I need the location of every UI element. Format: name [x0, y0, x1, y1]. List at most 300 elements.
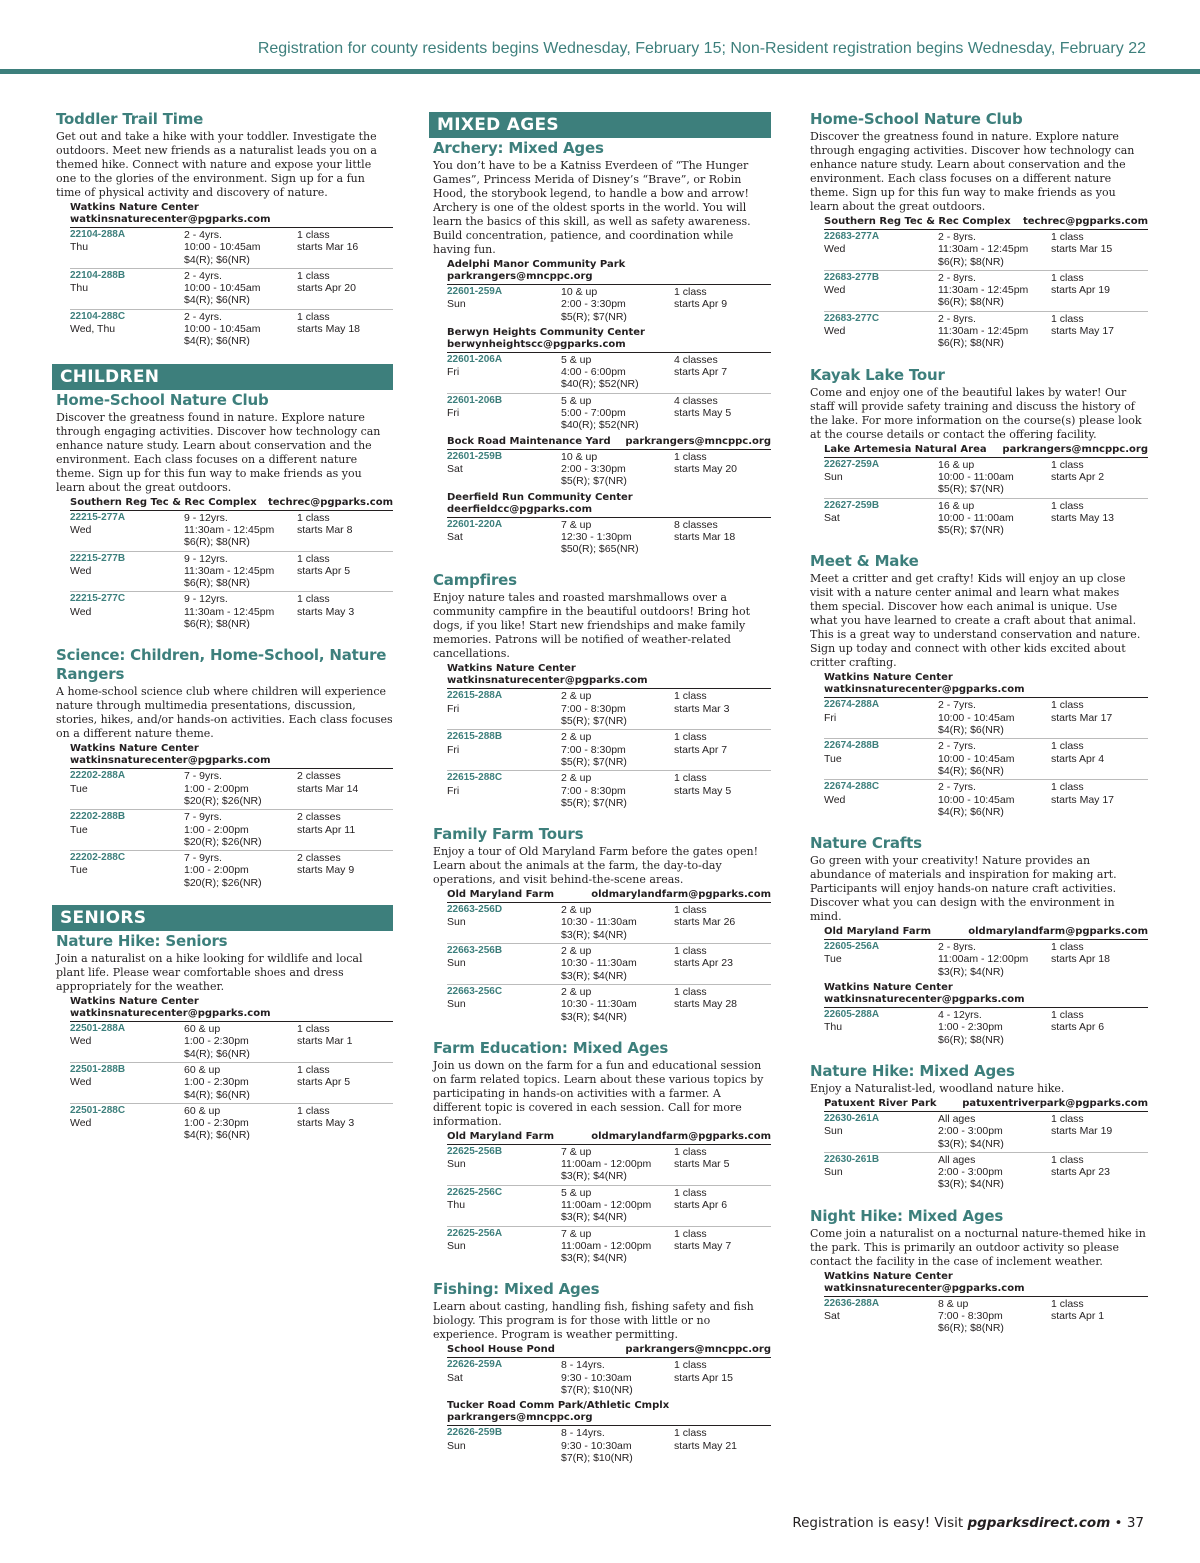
location-email[interactable]: watkinsnaturecenter@pgparks.com	[70, 755, 271, 767]
class-code-cell	[824, 1113, 938, 1150]
class-row	[70, 1022, 393, 1063]
program-title: Toddler Trail Time	[56, 110, 204, 128]
class-code-cell	[70, 852, 184, 889]
class-age: All ages	[938, 1153, 976, 1166]
class-age: 2 - 7yrs.	[938, 699, 976, 712]
class-day: Sun	[824, 1166, 843, 1179]
location-header	[70, 996, 393, 1022]
class-code[interactable]: 22601-206A	[447, 353, 503, 365]
class-fee: $6(R); $8(NR)	[938, 1322, 1004, 1335]
program-description: Meet a critter and get crafty! Kids will enjoy an up close visit with a nature center animal and learn what makes them special. Discover how each animal is unique. Use what you have learned to create a craft about that animal. This is a great way to understand conservation and nature. Sign up today and connect with other kids excited about critter crafting.	[810, 572, 1141, 670]
class-code-cell	[447, 986, 561, 1023]
class-time: 9:30 - 10:30am	[561, 1371, 632, 1384]
class-schedule-cell	[674, 986, 771, 1023]
class-schedule-cell	[1051, 313, 1148, 350]
class-count: 1 class	[297, 310, 330, 323]
class-count: 2 classes	[297, 852, 341, 865]
location-header	[70, 497, 393, 511]
class-code[interactable]: 22104-288A	[70, 229, 126, 240]
class-code-cell	[447, 286, 561, 323]
class-schedule-cell	[1051, 1009, 1148, 1046]
class-code[interactable]: 22605-256A	[824, 941, 880, 953]
class-code[interactable]: 22104-288B	[70, 269, 126, 281]
program-block	[810, 552, 1148, 820]
class-code-cell	[70, 270, 184, 307]
class-code[interactable]: 22663-256C	[447, 985, 503, 997]
class-code-cell	[70, 811, 184, 848]
class-details-cell	[561, 451, 674, 488]
class-details-cell	[561, 904, 674, 941]
program-title: Fishing: Mixed Ages	[433, 1280, 600, 1299]
class-details-cell	[184, 229, 297, 266]
location-name: Watkins Nature Center	[824, 1270, 953, 1282]
class-time: 10:00 - 10:45am	[938, 793, 1015, 806]
location-email[interactable]: deerfieldcc@pgparks.com	[447, 503, 593, 515]
class-code-cell	[70, 229, 184, 266]
class-row	[824, 780, 1148, 820]
class-start: starts Mar 8	[297, 523, 353, 536]
class-code[interactable]: 22601-259A	[447, 286, 503, 297]
class-fee: $4(R); $6(NR)	[938, 724, 1004, 737]
class-code-cell	[447, 1146, 561, 1183]
class-day: Fri	[824, 711, 837, 724]
class-count: 1 class	[674, 1186, 707, 1199]
class-age: 7 - 9yrs.	[184, 811, 222, 824]
location-header	[447, 327, 771, 353]
class-fee: $20(R); $26(NR)	[184, 876, 262, 889]
class-fee: $20(R); $26(NR)	[184, 794, 262, 807]
class-schedule-cell	[1051, 500, 1148, 537]
class-start: starts Apr 9	[674, 298, 728, 311]
class-start: starts Mar 5	[674, 1158, 730, 1171]
location-email[interactable]: watkinsnaturecenter@pgparks.com	[824, 994, 1025, 1006]
location-header	[447, 436, 771, 450]
class-time: 1:00 - 2:30pm	[184, 1117, 249, 1130]
program-description: Enjoy nature tales and roasted marshmallows over a community campfire in the beautiful outdoors! Bring hot dogs, if you like! Start new friendships and make family memories. Patrons will be notified of weather-related cancellations.	[433, 591, 751, 661]
class-list	[810, 230, 1148, 352]
class-details-cell	[938, 231, 1051, 268]
class-age: 8 & up	[938, 1297, 969, 1310]
class-age: 5 & up	[561, 1186, 592, 1199]
class-code[interactable]: 22601-259B	[447, 450, 503, 462]
footer-prefix: Registration is easy! Visit	[792, 1515, 968, 1531]
class-code[interactable]: 22663-256B	[447, 945, 503, 957]
class-list	[433, 353, 771, 434]
class-schedule-cell	[1051, 1298, 1148, 1335]
class-day: Wed	[70, 1117, 92, 1130]
class-schedule-cell	[297, 311, 393, 348]
location-email[interactable]: oldmarylandfarm@pgparks.com	[591, 889, 771, 901]
program-description: Learn about casting, handling fish, fishing safety and fish biology. This program is for those with little or no experience. Program is weather permitting.	[433, 1300, 754, 1342]
class-fee: $4(R); $6(NR)	[184, 335, 250, 348]
class-schedule-cell	[674, 1427, 771, 1464]
class-code[interactable]: 22636-288A	[824, 1297, 880, 1309]
location-name: Deerfield Run Community Center	[447, 491, 633, 503]
class-code[interactable]: 22626-259A	[447, 1359, 503, 1371]
location-header	[447, 1131, 771, 1145]
class-code-cell	[447, 519, 561, 556]
class-code[interactable]: 22625-256B	[447, 1145, 503, 1157]
class-details-cell	[938, 272, 1051, 309]
class-list	[810, 1008, 1148, 1048]
program-block	[810, 1207, 1148, 1337]
class-list	[433, 450, 771, 490]
class-row	[447, 903, 771, 944]
class-list	[433, 518, 771, 558]
class-start: starts Apr 18	[1051, 953, 1110, 966]
class-age: 2 & up	[561, 945, 592, 958]
class-schedule-cell	[674, 1228, 771, 1265]
class-time: 2:00 - 3:00pm	[938, 1166, 1003, 1179]
class-fee: $3(R); $4(NR)	[938, 1178, 1004, 1191]
class-time: 10:00 - 10:45am	[938, 711, 1015, 724]
class-details-cell	[938, 500, 1051, 537]
class-count: 8 classes	[674, 518, 718, 531]
class-details-cell	[561, 354, 674, 391]
class-code[interactable]: 22627-259B	[824, 499, 880, 511]
location-name: Watkins Nature Center	[824, 672, 953, 684]
class-code[interactable]: 22501-288C	[70, 1104, 126, 1116]
program-title: Meet & Make	[810, 552, 919, 571]
class-list	[810, 458, 1148, 539]
location-email[interactable]: watkinsnaturecenter@pgparks.com	[824, 1282, 1025, 1294]
class-day: Sun	[447, 1239, 466, 1252]
program-title: Campfires	[433, 571, 517, 590]
location-header	[447, 663, 771, 689]
class-row	[447, 518, 771, 558]
program-title: Archery: Mixed Ages	[433, 139, 604, 157]
class-count: 1 class	[674, 450, 707, 463]
class-code[interactable]: 22202-288C	[70, 852, 126, 864]
class-row	[447, 1145, 771, 1186]
program-description: Discover the greatness found in nature. Explore nature through engaging activities. Discover how technology can enhance nature study. Learn about conservation and the environment. Each class focuses on a different nature theme. Sign up for this fun way to make friends as you learn about the great outdoors.	[810, 130, 1135, 213]
class-schedule-cell	[297, 770, 393, 807]
class-count: 1 class	[674, 286, 707, 298]
program-block	[810, 1062, 1148, 1193]
class-start: starts Apr 11	[297, 823, 356, 836]
class-code-cell	[824, 740, 938, 777]
location-email[interactable]: berwynheightscc@pgparks.com	[447, 338, 626, 350]
class-row	[824, 1297, 1148, 1337]
class-schedule-cell	[674, 1187, 771, 1224]
class-code[interactable]: 22683-277A	[824, 231, 880, 242]
class-details-cell	[184, 1105, 297, 1142]
class-count: 1 class	[297, 1104, 330, 1117]
class-day: Thu	[70, 241, 89, 254]
class-fee: $40(R); $52(NR)	[561, 419, 639, 432]
class-code-cell	[824, 941, 938, 978]
class-code-cell	[824, 1154, 938, 1191]
class-list	[56, 511, 393, 633]
class-age: 8 - 14yrs.	[561, 1427, 605, 1440]
location-email[interactable]: patuxentriverpark@pgparks.com	[962, 1097, 1148, 1109]
class-time: 2:00 - 3:30pm	[561, 298, 626, 311]
class-code[interactable]: 22625-256C	[447, 1186, 503, 1198]
location-email[interactable]: oldmarylandfarm@pgparks.com	[591, 1130, 771, 1142]
location-email[interactable]: techrec@pgparks.com	[1022, 216, 1148, 227]
class-day: Fri	[447, 784, 460, 797]
column-left	[56, 110, 393, 1158]
program-block	[810, 834, 1148, 1048]
class-fee: $5(R); $7(NR)	[561, 755, 627, 768]
location-email[interactable]: watkinsnaturecenter@pgparks.com	[70, 214, 271, 225]
program-description: Enjoy a Naturalist-led, woodland nature hike.	[810, 1081, 1065, 1095]
location-name: Old Maryland Farm	[447, 889, 554, 901]
class-time: 1:00 - 2:00pm	[184, 782, 249, 795]
class-age: 2 - 8yrs.	[938, 231, 976, 243]
class-code[interactable]: 22625-256A	[447, 1227, 503, 1239]
program-description: A home-school science club where children will experience nature through multimedia presentations, discussion, stories, hikes, and/or hands-on activities. Each class focuses on a different nature theme.	[56, 685, 393, 741]
class-time: 10:30 - 11:30am	[561, 998, 637, 1011]
program-description: Come and enjoy one of the beautiful lakes by water! Our staff will provide safety training and discuss the history of the lake. For more information on the course(s) please look at the course details or contact the offering facility.	[810, 385, 1142, 441]
class-start: starts Apr 5	[297, 564, 351, 577]
class-day: Tue	[70, 782, 88, 795]
class-age: 2 - 8yrs.	[938, 941, 976, 954]
class-age: 2 - 8yrs.	[938, 271, 976, 284]
location-email[interactable]: parkrangers@mncppc.org	[1002, 443, 1148, 455]
class-code[interactable]: 22674-288C	[824, 781, 880, 793]
program-block	[433, 1280, 771, 1466]
class-code[interactable]: 22215-277B	[70, 552, 126, 564]
class-list	[433, 1145, 771, 1267]
class-start: starts Mar 19	[1051, 1125, 1113, 1138]
class-count: 1 class	[1051, 499, 1084, 512]
class-row	[447, 394, 771, 434]
class-row	[824, 1112, 1148, 1153]
page-header	[0, 0, 1200, 80]
class-schedule-cell	[1051, 781, 1148, 818]
class-code[interactable]: 22627-259A	[824, 458, 880, 470]
class-start: starts Apr 19	[1051, 284, 1110, 297]
class-row	[447, 1227, 771, 1267]
class-day: Thu	[447, 1198, 466, 1211]
location-email[interactable]: parkrangers@mncppc.org	[447, 1412, 593, 1424]
class-count: 4 classes	[674, 353, 718, 366]
class-count: 4 classes	[674, 394, 718, 407]
footer-separator: •	[1110, 1515, 1127, 1531]
class-details-cell	[561, 986, 674, 1023]
location-email[interactable]: watkinsnaturecenter@pgparks.com	[447, 675, 648, 687]
class-day: Wed	[70, 564, 92, 577]
program-title: Night Hike: Mixed Ages	[810, 1206, 1004, 1225]
class-start: starts Apr 20	[297, 282, 356, 295]
class-day: Wed	[70, 1076, 92, 1089]
location-name: Southern Reg Tec & Rec Complex	[70, 496, 257, 508]
class-age: 60 & up	[184, 1023, 221, 1036]
location-email[interactable]: parkrangers@mncppc.org	[625, 435, 771, 447]
class-start: starts May 28	[674, 998, 738, 1011]
class-code[interactable]: 22615-288A	[447, 690, 503, 702]
class-code[interactable]: 22615-288C	[447, 772, 503, 784]
class-list	[810, 940, 1148, 980]
class-code[interactable]: 22202-288B	[70, 811, 126, 823]
program-block	[56, 391, 393, 633]
class-day: Tue	[824, 752, 842, 765]
footer-url[interactable]: pgparksdirect.com	[967, 1515, 1111, 1531]
location-name: Watkins Nature Center	[447, 663, 576, 675]
class-age: 16 & up	[938, 499, 975, 512]
class-row	[824, 1153, 1148, 1193]
class-count: 1 class	[1051, 1297, 1084, 1310]
class-day: Tue	[824, 953, 842, 966]
class-age: 2 & up	[561, 904, 592, 917]
class-code[interactable]: 22605-288A	[824, 1009, 880, 1021]
class-start: starts May 13	[1051, 511, 1115, 524]
class-code[interactable]: 22683-277B	[824, 271, 880, 283]
class-code-cell	[447, 395, 561, 432]
class-time: 1:00 - 2:30pm	[184, 1076, 249, 1089]
class-row	[824, 940, 1148, 980]
class-start: starts Apr 15	[674, 1371, 733, 1384]
class-day: Sun	[447, 998, 466, 1011]
class-schedule-cell	[1051, 941, 1148, 978]
class-code[interactable]: 22215-277C	[70, 593, 126, 605]
class-count: 1 class	[674, 1227, 707, 1240]
class-time: 7:00 - 8:30pm	[938, 1309, 1003, 1322]
class-details-cell	[938, 699, 1051, 736]
class-time: 7:00 - 8:30pm	[561, 784, 626, 797]
class-time: 10:30 - 11:30am	[561, 957, 637, 970]
class-fee: $3(R); $4(NR)	[561, 1170, 627, 1183]
location-name: Southern Reg Tec & Rec Complex	[824, 216, 1011, 227]
class-fee: $3(R); $4(NR)	[561, 1211, 627, 1224]
class-code-cell	[824, 231, 938, 268]
class-age: 2 - 8yrs.	[938, 312, 976, 325]
class-code-cell	[447, 690, 561, 727]
class-code[interactable]: 22683-277C	[824, 312, 880, 324]
class-code-cell	[447, 772, 561, 809]
class-time: 10:30 - 11:30am	[561, 916, 637, 929]
class-count: 1 class	[1051, 941, 1084, 954]
location-email[interactable]: watkinsnaturecenter@pgparks.com	[824, 684, 1025, 696]
class-details-cell	[938, 1113, 1051, 1150]
class-count: 1 class	[1051, 699, 1084, 712]
location-header	[70, 743, 393, 769]
class-day: Wed	[70, 605, 92, 618]
class-code[interactable]: 22626-259B	[447, 1427, 503, 1439]
program-block	[56, 110, 393, 350]
class-code[interactable]: 22501-288B	[70, 1063, 126, 1075]
class-fee: $5(R); $7(NR)	[938, 483, 1004, 496]
class-time: 11:30am - 12:45pm	[938, 243, 1029, 256]
location-email[interactable]: parkrangers@mncppc.org	[625, 1344, 771, 1356]
location-email[interactable]: oldmarylandfarm@pgparks.com	[968, 926, 1148, 938]
class-schedule-cell	[674, 1359, 771, 1396]
location-name: Watkins Nature Center	[824, 982, 953, 994]
class-code[interactable]: 22601-206B	[447, 394, 503, 406]
class-time: 10:00 - 10:45am	[184, 241, 261, 254]
class-start: starts May 20	[674, 462, 738, 475]
class-count: 1 class	[1051, 781, 1084, 794]
class-age: All ages	[938, 1112, 976, 1125]
location-header	[824, 1098, 1148, 1112]
class-details-cell	[184, 512, 297, 549]
class-fee: $5(R); $7(NR)	[938, 524, 1004, 537]
class-code[interactable]: 22104-288C	[70, 310, 126, 322]
class-row	[70, 310, 393, 350]
class-time: 11:00am - 12:00pm	[561, 1239, 652, 1252]
class-age: 7 & up	[561, 1227, 592, 1240]
class-schedule-cell	[1051, 740, 1148, 777]
class-details-cell	[561, 1427, 674, 1464]
class-code[interactable]: 22615-288B	[447, 731, 503, 743]
class-details-cell	[938, 1009, 1051, 1046]
location-email[interactable]: techrec@pgparks.com	[267, 496, 393, 508]
class-details-cell	[184, 1064, 297, 1101]
class-code[interactable]: 22663-256D	[447, 904, 503, 916]
class-time: 1:00 - 2:30pm	[184, 1035, 249, 1048]
program-title: Home-School Nature Club	[56, 390, 269, 409]
class-list	[433, 689, 771, 811]
class-fee: $3(R); $4(NR)	[561, 969, 627, 982]
class-age: 2 & up	[561, 985, 592, 998]
class-code[interactable]: 22601-220A	[447, 518, 503, 530]
class-code[interactable]: 22630-261A	[824, 1112, 880, 1124]
class-fee: $4(R); $6(NR)	[184, 294, 250, 307]
class-code-cell	[70, 311, 184, 348]
class-day: Wed	[70, 523, 92, 536]
class-code[interactable]: 22501-288A	[70, 1023, 126, 1035]
class-details-cell	[561, 286, 674, 323]
page-footer	[792, 1515, 1144, 1531]
class-start: starts Mar 18	[674, 530, 736, 543]
location-email[interactable]: watkinsnaturecenter@pgparks.com	[70, 1008, 271, 1020]
class-list	[433, 1426, 771, 1466]
class-code-cell	[70, 1105, 184, 1142]
program-block	[810, 110, 1148, 352]
class-details-cell	[184, 270, 297, 307]
class-row	[70, 769, 393, 810]
class-code[interactable]: 22630-261B	[824, 1153, 880, 1165]
class-start: starts May 17	[1051, 793, 1115, 806]
program-title: Family Farm Tours	[433, 825, 584, 844]
class-fee: $6(R); $8(NR)	[184, 536, 250, 549]
class-start: starts May 3	[297, 1117, 355, 1130]
class-code-cell	[824, 1298, 938, 1335]
class-start: starts Apr 23	[1051, 1166, 1110, 1179]
class-day: Sun	[447, 1439, 466, 1452]
class-day: Sun	[824, 470, 843, 483]
class-fee: $3(R); $4(NR)	[561, 1010, 627, 1023]
class-code[interactable]: 22215-277A	[70, 511, 126, 523]
class-age: 9 - 12yrs.	[184, 552, 228, 565]
class-code-cell	[824, 313, 938, 350]
class-day: Sun	[447, 957, 466, 970]
class-count: 1 class	[1051, 312, 1084, 325]
class-code-cell	[824, 781, 938, 818]
program-title: Nature Crafts	[810, 834, 922, 853]
class-row	[824, 271, 1148, 312]
class-count: 1 class	[1051, 458, 1084, 471]
class-start: starts Mar 17	[1051, 711, 1113, 724]
class-code[interactable]: 22674-288A	[824, 699, 880, 711]
class-fee: $4(R); $6(NR)	[184, 253, 250, 266]
class-code-cell	[70, 770, 184, 807]
class-time: 2:00 - 3:30pm	[561, 462, 626, 475]
location-email[interactable]: parkrangers@mncppc.org	[447, 271, 593, 282]
class-day: Fri	[447, 743, 460, 756]
class-start: starts Apr 2	[1051, 470, 1105, 483]
class-code[interactable]: 22674-288B	[824, 740, 880, 752]
class-details-cell	[561, 1359, 674, 1396]
class-day: Wed	[824, 793, 846, 806]
class-code-cell	[70, 593, 184, 630]
class-age: 2 - 4yrs.	[184, 229, 222, 241]
class-fee: $6(R); $8(NR)	[938, 255, 1004, 268]
class-code[interactable]: 22202-288A	[70, 770, 126, 782]
class-schedule-cell	[674, 519, 771, 556]
class-time: 10:00 - 10:45am	[938, 752, 1015, 765]
